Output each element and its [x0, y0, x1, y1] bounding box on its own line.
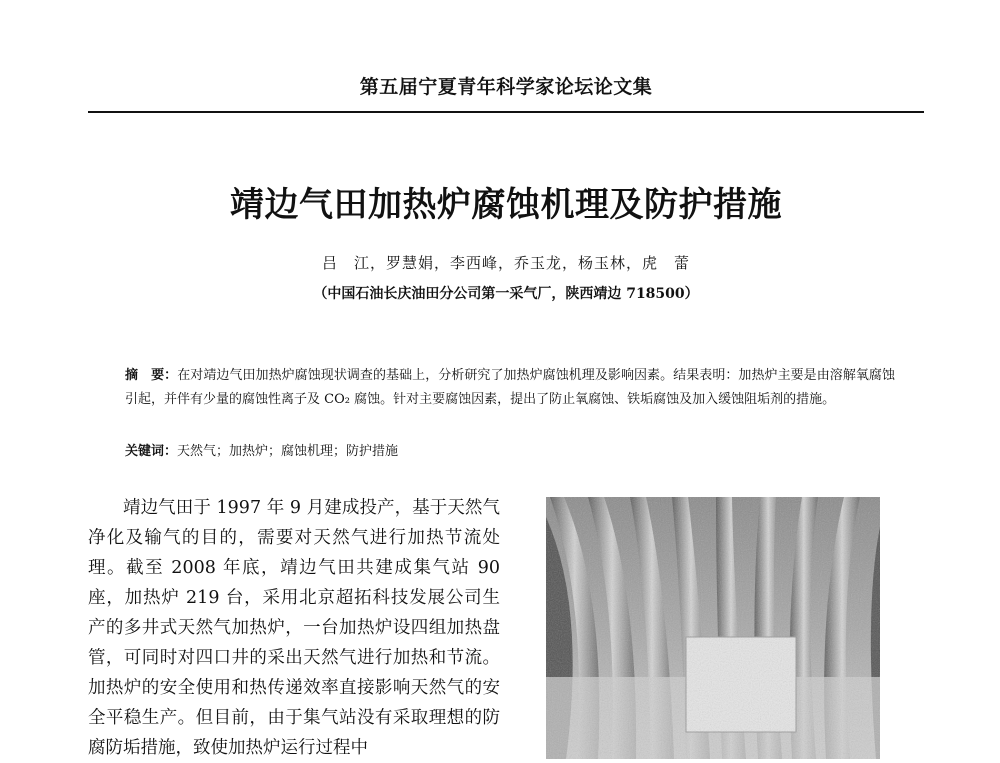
running-header: 第五届宁夏青年科学家论坛论文集: [359, 76, 653, 98]
figure-photo: [546, 497, 880, 759]
keywords-text: 天然气；加热炉；腐蚀机理；防护措施: [177, 444, 399, 459]
abstract-label: 摘 要：: [125, 368, 178, 383]
corroded-coils-image: [546, 497, 880, 759]
author-list: 吕 江，罗慧娟，李西峰，乔玉龙，杨玉林，虎 蕾: [321, 254, 690, 272]
keywords-label: 关键词：: [125, 444, 178, 459]
paper-title: 靖边气田加热炉腐蚀机理及防护措施: [230, 185, 782, 225]
header-rule: [88, 111, 924, 113]
keywords: [125, 440, 895, 464]
author-affiliation: （中国石油长庆油田分公司第一采气厂，陕西靖边 718500）: [313, 286, 699, 302]
abstract-text: 在对靖边气田加热炉腐蚀现状调查的基础上，分析研究了加热炉腐蚀机理及影响因素。结果表明：加热炉主要是由溶解氧腐蚀引起，并伴有少量的腐蚀性离子及 CO₂ 腐蚀。针对主要腐蚀因素，提出了防止氧腐蚀、铁垢腐蚀及加入缓蚀阻垢剂的措施。: [125, 368, 895, 407]
body-paragraph: 靖边气田于 1997 年 9 月建成投产，基于天然气净化及输气的目的，需要对天然气进行加热节流处理。截至 2008 年底，靖边气田共建成集气站 90 座，加热炉 219 台，采用北京超拓科技发展公司生产的多井式天然气加热炉，一台加热炉设四组加热盘管，可同时对四口井的采出天然气进行加热和节流。加热炉的安全使用和热传递效率直接影响天然气的安全平稳生产。但目前，由于集气站没有采取理想的防腐防垢措施，致使加热炉运行过程中: [88, 498, 500, 758]
abstract: [125, 364, 895, 412]
